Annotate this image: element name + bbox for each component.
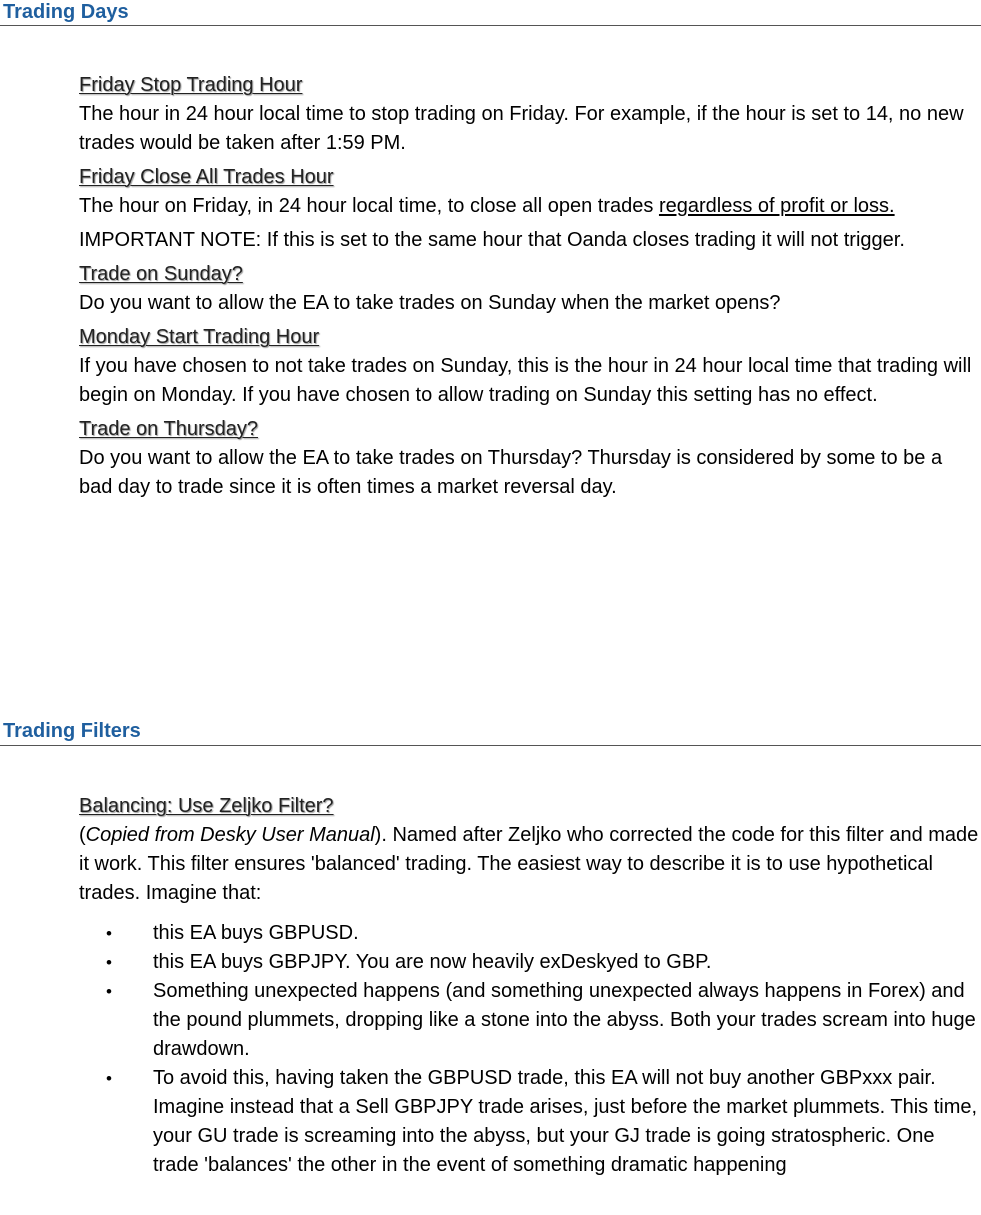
- setting-title: Trade on Sunday?: [79, 263, 243, 285]
- bullet-icon: •: [106, 924, 112, 943]
- example-bullet-list: [79, 919, 979, 1180]
- paren-open: (: [79, 824, 86, 846]
- setting-friday-stop-trading-hour: [79, 71, 974, 158]
- list-item-text: this EA buys GBPJPY. You are now heavily exDeskyed to GBP.: [153, 951, 712, 973]
- setting-description: [79, 192, 974, 221]
- description-text: ). Named after Zeljko who corrected the code for this filter and made it work. This filter ensures 'balanced' trading. The easiest way to describe it is to use hypothetical trades. Imagine that:: [79, 824, 979, 904]
- setting-description: Do you want to allow the EA to take trades on Thursday? Thursday is considered by some to be a bad day to trade since it is often times a market reversal day.: [79, 447, 943, 498]
- setting-title: Monday Start Trading Hour: [79, 326, 320, 348]
- setting-description: [79, 821, 979, 908]
- setting-description: If you have chosen to not take trades on Sunday, this is the hour in 24 hour local time that trading will begin on Monday. If you have chosen to allow trading on Sunday this setting has no effect.: [79, 355, 972, 406]
- setting-title: Friday Close All Trades Hour: [79, 166, 334, 188]
- setting-title: Trade on Thursday?: [79, 418, 258, 440]
- bullet-icon: •: [106, 982, 112, 1001]
- setting-zeljko-filter: [79, 792, 979, 908]
- list-item: [79, 948, 979, 977]
- source-citation: Copied from Desky User Manual: [85, 824, 375, 846]
- trading-days-content: [79, 71, 974, 507]
- description-emphasis: regardless of profit or loss.: [658, 195, 895, 217]
- list-item: [79, 919, 979, 948]
- setting-title: Balancing: Use Zeljko Filter?: [79, 795, 334, 817]
- setting-friday-close-all-trades-hour: [79, 163, 974, 221]
- setting-description: The hour in 24 hour local time to stop trading on Friday. For example, if the hour is set to 14, no new trades would be taken after 1:59 PM.: [79, 103, 964, 154]
- setting-title: Friday Stop Trading Hour: [79, 74, 303, 96]
- bullet-icon: •: [106, 1069, 112, 1088]
- list-item-text: To avoid this, having taken the GBPUSD trade, this EA will not buy another GBPxxx pair. Imagine instead that a Sell GBPJPY trade arises, just before the market plummets. This time, your GU trade is screaming into the abyss, but your GJ trade is going stratospheric. One trade 'balances' the other in the event of something dramatic happening: [153, 1067, 978, 1176]
- section-heading-trading-days: Trading Days: [0, 0, 981, 26]
- list-item-text: this EA buys GBPUSD.: [153, 922, 359, 944]
- list-item: [79, 1064, 979, 1180]
- important-note: IMPORTANT NOTE: If this is set to the same hour that Oanda closes trading it will not trigger.: [79, 229, 905, 251]
- setting-description: Do you want to allow the EA to take trades on Sunday when the market opens?: [79, 292, 781, 314]
- list-item-text: Something unexpected happens (and something unexpected always happens in Forex) and the pound plummets, dropping like a stone into the abyss. Both your trades scream into huge drawdown.: [153, 980, 976, 1060]
- setting-trade-on-thursday: [79, 415, 974, 502]
- setting-monday-start-trading-hour: [79, 323, 974, 410]
- section-heading-trading-filters: Trading Filters: [0, 719, 981, 746]
- setting-trade-on-sunday: [79, 260, 974, 318]
- description-text: The hour on Friday, in 24 hour local time, to close all open trades: [79, 195, 659, 217]
- list-item: [79, 977, 979, 1064]
- trading-filters-content: [79, 792, 979, 1180]
- bullet-icon: •: [106, 953, 112, 972]
